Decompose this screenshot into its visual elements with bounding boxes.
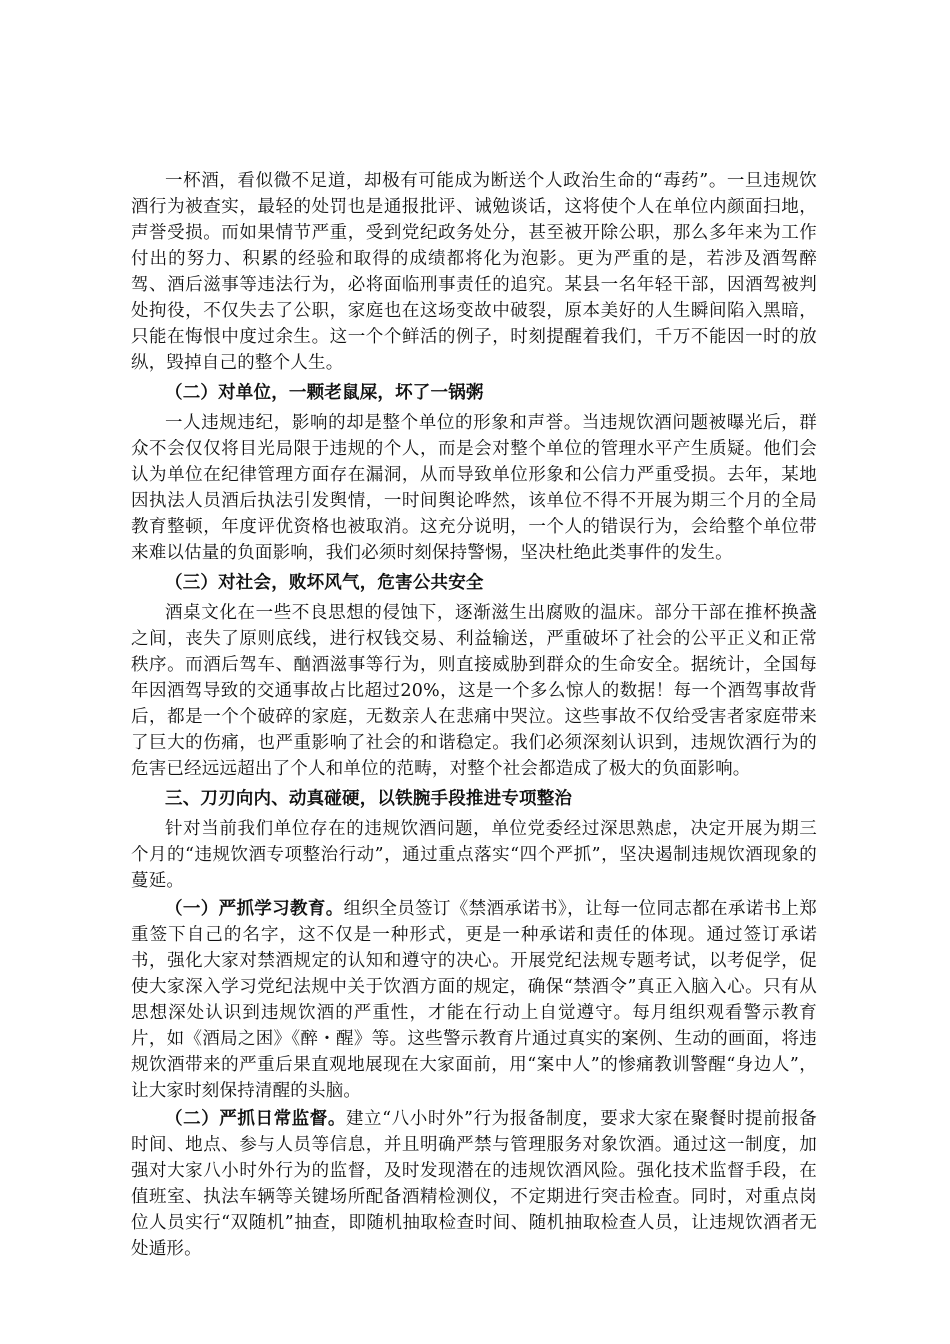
lead-study-education: （一）严抓学习教育。 [165,899,344,919]
paragraph-daily-supervision [131,1106,817,1262]
lead-daily-supervision: （二）严抓日常监督。 [165,1109,346,1129]
document-body [131,168,817,1262]
paragraph-social-impact: 酒桌文化在一些不良思想的侵蚀下，逐渐滋生出腐败的温床。部分干部在推杯换盏之间，丧失了原则底线，进行权钱交易、利益输送，严重破坏了社会的公平正义和正常秩序。而酒后驾车、酗酒滋事等行为，则直接威胁到群众的生命安全。据统计，全国每年因酒驾导致的交通事故占比超过20%，这是一个多么惊人的数据！每一个酒驾事故背后，都是一个个破碎的家庭，无数亲人在悲痛中哭泣。这些事故不仅给受害者家庭带来了巨大的伤痛，也严重影响了社会的和谐稳定。我们必须深刻认识到，违规饮酒行为的危害已经远远超出了个人和单位的范畴，对整个社会都造成了极大的负面影响。 [131,603,817,779]
text-study-education: 组织全员签订《禁酒承诺书》，让每一位同志都在承诺书上郑重签下自己的名字，这不仅是一种形式，更是一种承诺和责任的体现。通过签订承诺书，强化大家对禁酒规定的认知和遵守的决心。开展党纪法规专题考试，以考促学，促使大家深入学习党纪法规中关于饮酒方面的规定，确保“禁酒令”真正入脑入心。只有从思想深处认识到违规饮酒的严重性，才能在行动上自觉遵守。每月组织观看警示教育片，如《酒局之困》《醉・醒》等。这些警示教育片通过真实的案例、生动的画面，将违规饮酒带来的严重后果直观地展现在大家面前，用“案中人”的惨痛教训警醒“身边人”，让大家时刻保持清醒的头脑。 [131,899,817,1101]
paragraph-study-education [131,896,817,1104]
paragraph-rectification-intro: 针对当前我们单位存在的违规饮酒问题，单位党委经过深思熟虑，决定开展为期三个月的“违规饮酒专项整治行动”，通过重点落实“四个严抓”，坚决遏制违规饮酒现象的蔓延。 [131,819,817,891]
paragraph-unit-impact: 一人违规违纪，影响的却是整个单位的形象和声誉。当违规饮酒问题被曝光后，群众不会仅仅将目光局限于违规的个人，而是会对整个单位的管理水平产生质疑。他们会认为单位在纪律管理方面存在漏洞，从而导致单位形象和公信力严重受损。去年，某地因执法人员酒后执法引发舆情，一时间舆论哗然，该单位不得不开展为期三个月的全局教育整顿，年度评优资格也被取消。这充分说明，一个人的错误行为，会给整个单位带来难以估量的负面影响，我们必须时刻保持警惕，坚决杜绝此类事件的发生。 [131,413,817,563]
text-daily-supervision: 建立“八小时外”行为报备制度，要求大家在聚餐时提前报备时间、地点、参与人员等信息，并且明确严禁与管理服务对象饮酒。通过这一制度，加强对大家八小时外行为的监督，及时发现潜在的违规饮酒风险。强化技术监督手段，在值班室、执法车辆等关键场所配备酒精检测仪，不定期进行突击检查。同时，对重点岗位人员实行“双随机”抽查，即随机抽取检查时间、随机抽取检查人员，让违规饮酒者无处遁形。 [131,1109,818,1259]
paragraph-personal-consequences: 一杯酒，看似微不足道，却极有可能成为断送个人政治生命的“毒药”。一旦违规饮酒行为被查实，最轻的处罚也是通报批评、诫勉谈话，这将使个人在单位内颜面扫地，声誉受损。而如果情节严重，受到党纪政务处分，甚至被开除公职，那么多年来为工作付出的努力、积累的经验和取得的成绩都将化为泡影。更为严重的是，若涉及酒驾醉驾、酒后滋事等违法行为，必将面临刑事责任的追究。某县一名年轻干部，因酒驾被判处拘役，不仅失去了公职，家庭也在这场变故中破裂，原本美好的人生瞬间陷入黑暗，只能在悔恨中度过余生。这一个个鲜活的例子，时刻提醒着我们，千万不能因一时的放纵，毁掉自己的整个人生。 [131,171,817,373]
section-heading-social-impact: （三）对社会，败坏风气，危害公共安全 [165,573,484,593]
section-heading-unit-impact: （二）对单位，一颗老鼠屎，坏了一锅粥 [165,383,484,403]
section-heading-rectification: 三、刀刃向内、动真碰硬，以铁腕手段推进专项整治 [165,789,573,809]
